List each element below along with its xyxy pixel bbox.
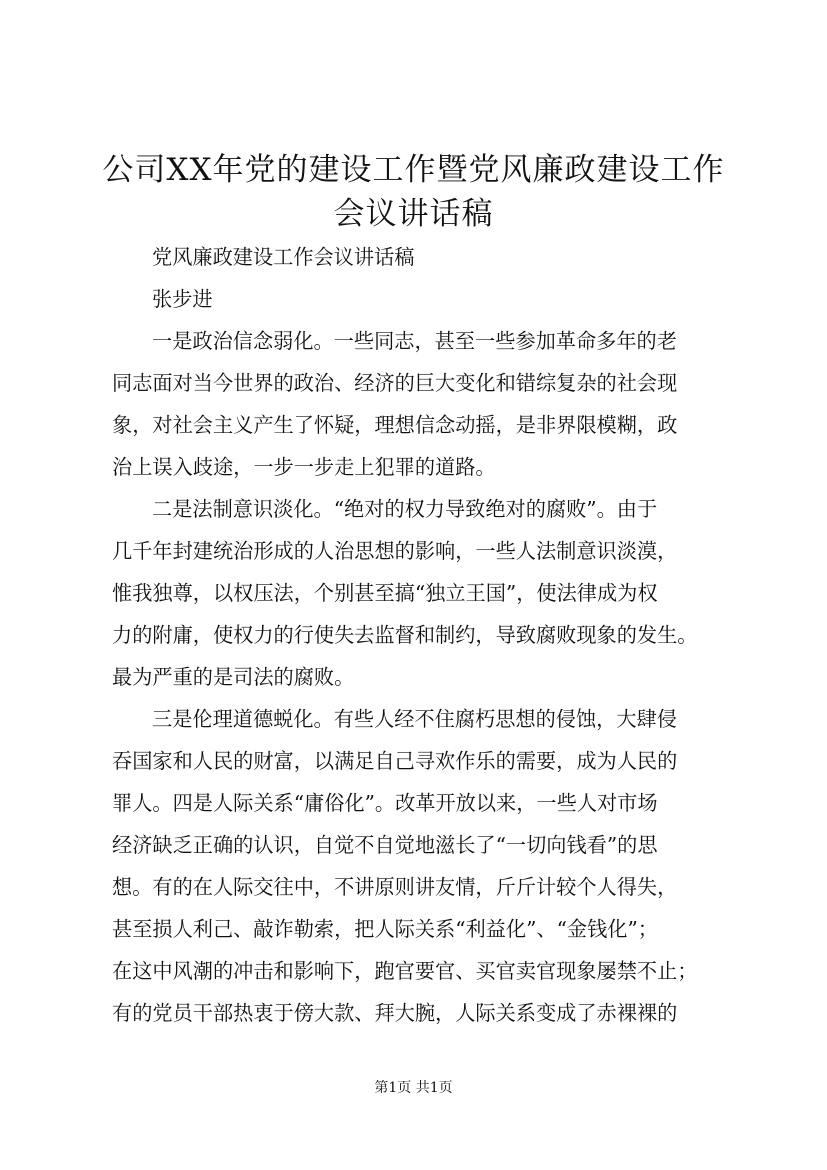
paragraph-line: 三是伦理道德蜕化。有些人经不住腐朽思想的侵蚀，大肆侵: [152, 707, 677, 731]
paragraph-line: 最为严重的是司法的腐败。: [112, 665, 355, 689]
paragraph-line: 有的党员干部热衷于傍大款、拜大腕，人际关系变成了赤裸裸的: [112, 1001, 678, 1025]
document-body: [112, 236, 722, 1034]
paragraph-line: 甚至损人利己、敲诈勒索，把人际关系“利益化”、“金钱化”；: [112, 917, 658, 941]
paragraph-line: 惟我独尊，以权压法，个别甚至搞“独立王国”，使法律成为权: [112, 581, 658, 605]
paragraph-line: 二是法制意识淡化。“绝对的权力导致绝对的腐败”。由于: [152, 497, 658, 521]
document-title: [60, 148, 767, 236]
subtitle: 党风廉政建设工作会议讲话稿: [152, 245, 415, 269]
paragraph: [112, 320, 722, 488]
paragraph-line: 力的附庸，使权力的行使失去监督和制约，导致腐败现象的发生。: [112, 623, 698, 647]
paragraph-line: 治上误入歧途，一步一步走上犯罪的道路。: [112, 455, 496, 479]
author: 张步进: [152, 287, 213, 311]
paragraph-line: 同志面对当今世界的政治、经济的巨大变化和错综复杂的社会现: [112, 371, 678, 395]
paragraph-line: 在这中风潮的冲击和影响下，跑官要官、买官卖官现象屡禁不止；: [112, 959, 698, 983]
paragraph-line: 一是政治信念弱化。一些同志，甚至一些参加革命多年的老: [152, 329, 677, 353]
paragraph: [112, 488, 722, 698]
paragraph-line: 经济缺乏正确的认识，自觉不自觉地滋长了“一切向钱看”的思: [112, 833, 658, 857]
paragraph-line: 罪人。四是人际关系“庸俗化”。改革开放以来，一些人对市场: [112, 791, 658, 815]
paragraph-line: 几千年封建统治形成的人治思想的影响，一些人法制意识淡漠，: [112, 539, 678, 563]
title-line-2: 会议讲话稿: [333, 196, 494, 232]
paragraph-line: 吞国家和人民的财富，以满足自己寻欢作乐的需要，成为人民的: [112, 749, 678, 773]
paragraph: [112, 698, 722, 1034]
paragraph-line: 想。有的在人际交往中，不讲原则讲友情，斤斤计较个人得失，: [112, 875, 678, 899]
paragraph-line: 象，对社会主义产生了怀疑，理想信念动摇，是非界限模糊，政: [112, 413, 678, 437]
paragraphs: [112, 320, 722, 1034]
title-line-1: 公司XX年党的建设工作暨党风廉政建设工作: [102, 152, 725, 188]
page-footer: 第1页 共1页: [374, 1080, 453, 1096]
